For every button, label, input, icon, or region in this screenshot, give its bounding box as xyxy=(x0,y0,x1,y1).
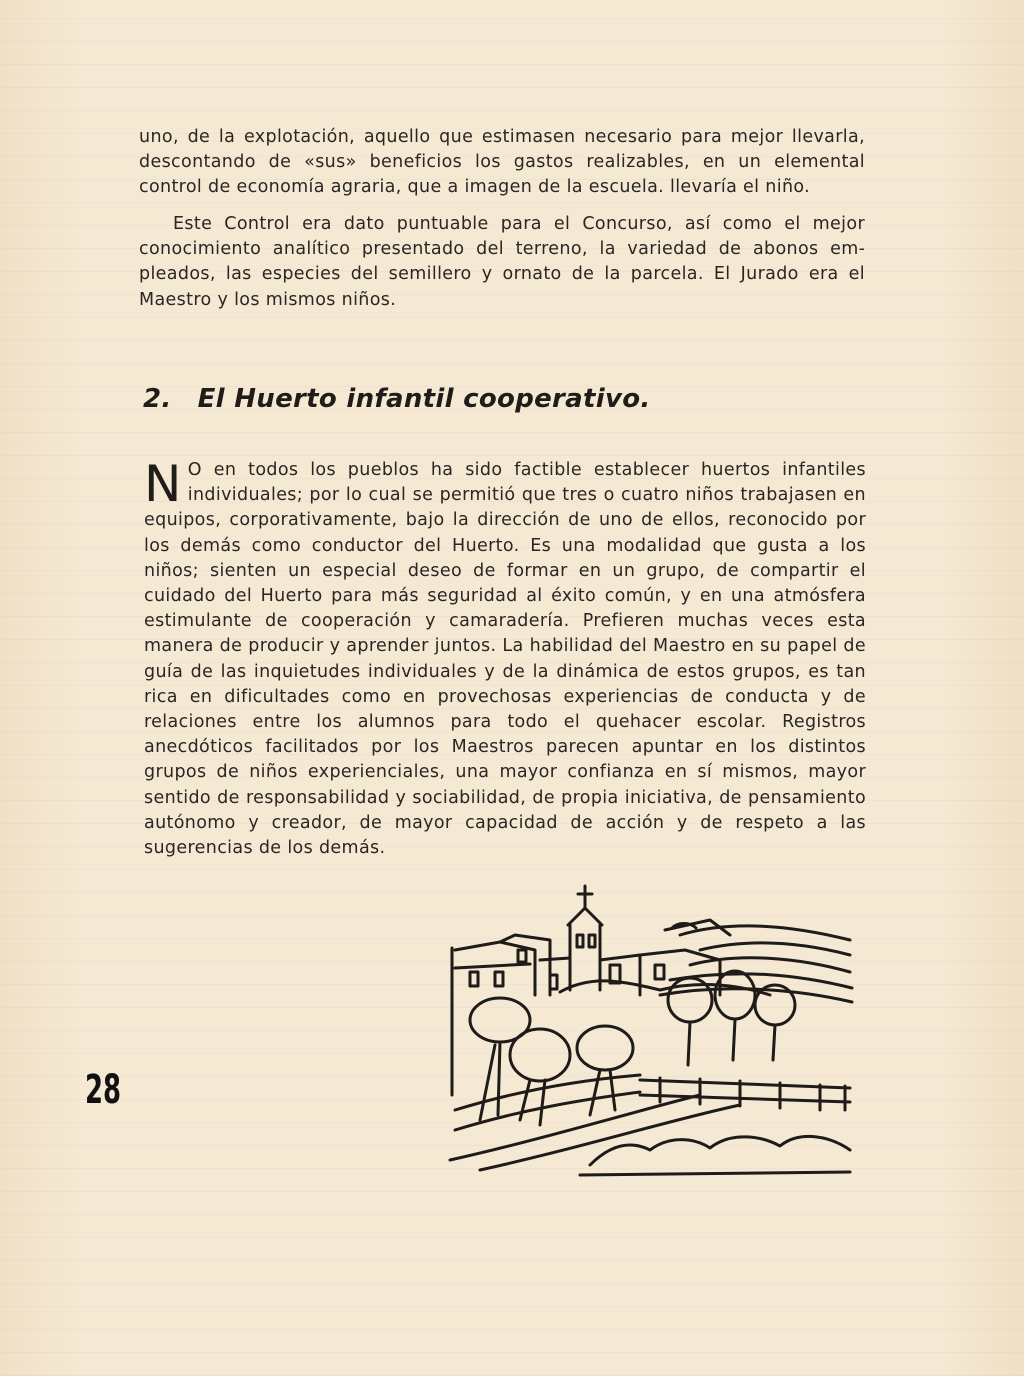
drop-cap: N xyxy=(144,455,182,513)
section-number: 2. xyxy=(143,384,172,414)
village-church-landscape-icon xyxy=(440,880,860,1180)
paragraph-cooperative-text: O en todos los pueblos ha sido factible establecer huertos infantiles individuales; por lo cual se permitió que tres o cuatro niños trabajasen en equipos, corporativamente, bajo la dirección de uno de ellos, reconocido por los demás como conductor del Huerto. Es una modalidad que gusta a los niños; sienten un especial deseo de formar en un grupo, de compartir el cuidado del Huerto para más seguridad al éxito común, y en una atmósfera estimulante de cooperación y camaradería. Prefieren muchas veces esta manera de producir y aprender juntos. La habilidad del Maestro en su papel de guía de las inquietudes individuales y de la dinámica de estos grupos, es tan rica en dificultades como en provechosas experiencias de conducta y de relaciones entre los alumnos para todo el quehacer escolar. Registros anecdóticos facilitados por los Maestros parecen apuntar en los distintos grupos de niños experienciales, una mayor confianza en sí mismos, mayor sentido de responsabilidad y sociabilidad, de propia iniciativa, de pensamiento autónomo y creador, de mayor capacidad de acción y de respeto a las sugerencias de los demás. xyxy=(144,460,866,859)
paragraph-control: Este Control era dato puntuable para el Concurso, así como el mejor conocimiento analítico presentado del terreno, la variedad de abonos empleados, las especies del semillero y ornato de la parcela. El Jurado era el Maestro y los mismos niños. xyxy=(139,214,865,310)
section-title: El Huerto infantil cooperativo. xyxy=(197,384,651,414)
paragraph-cooperative xyxy=(144,455,866,861)
section-heading xyxy=(143,384,651,414)
page-number: 28 xyxy=(85,1067,122,1113)
paragraph-intro: uno, de la explotación, aquello que estimasen necesario para mejor llevarla, descontando de «sus» beneficios los gastos realizables, en un elemental control de economía agraria, que a imagen de la escuela. llevaría el niño. xyxy=(139,127,865,198)
